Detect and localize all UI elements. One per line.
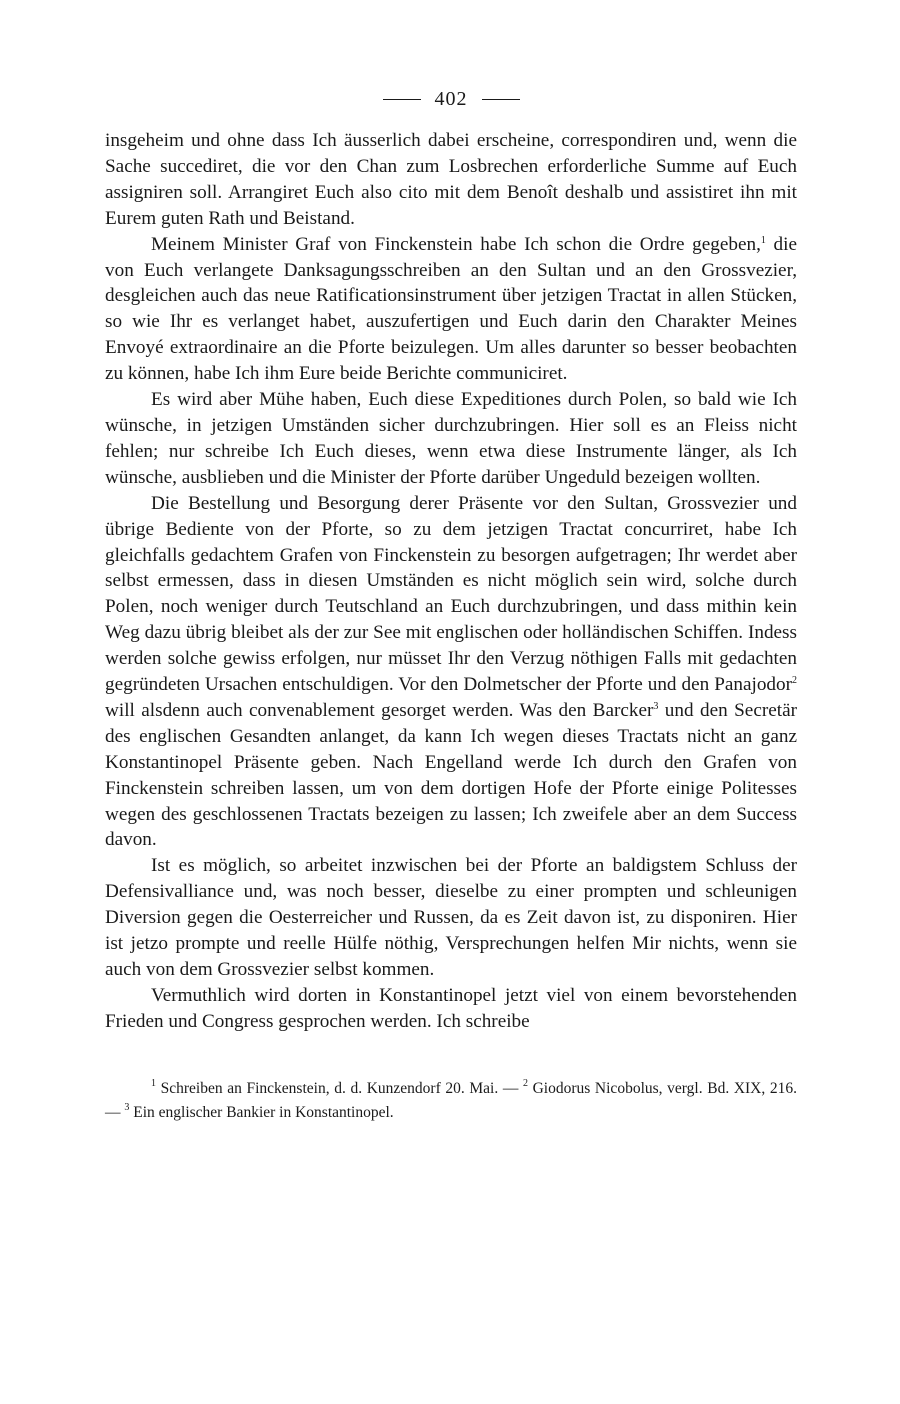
paragraph <box>105 232 797 387</box>
page-number: 402 <box>434 87 468 110</box>
footnote-marker: 1 <box>151 1077 156 1089</box>
footnote-marker: 2 <box>522 1077 528 1089</box>
paragraph <box>105 983 797 1035</box>
text-run: Meinem Minister Graf von Finckenstein habe Ich schon die Ordre gegeben, <box>151 233 761 255</box>
text-run: Ist es möglich, so arbeitet inzwischen bei der Pforte an baldigstem Schluss der Defensivalliance und, was noch besser, dieselbe zu einer prompten und schleunigen Diversion gegen die Oesterreicher und Russen, da es Zeit davon ist, zu disponiren. Hier ist jetzo prompte und reelle Hülfe nöthig, Versprechungen helfen Mir nichts, wenn sie auch von dem Grossvezier selbst kommen. <box>105 855 797 980</box>
text-run: Die Bestellung und Besorgung derer Präsente vor den Sultan, Grossvezier und übrige Bediente von der Pforte, so zu dem jetzigen Tractat concurriret, habe Ich gleichfalls gedachtem Grafen von Finckenstein zu besorgen aufgetragen; Ihr werdet aber selbst ermessen, dass in diesen Umständen es nicht möglich sein wird, solche durch Polen, noch weniger durch Teutschland an Euch durchzubringen, und dass mithin kein Weg dazu übrig bleibet als der zur See mit englischen oder holländischen Schiffen. Indess werden solche gewiss erfolgen, nur müsset Ihr den Verzug nöthigen Falls mit gedachten gegründeten Ursachen entschuldigen. Vor den Dolmetscher der Pforte und den Panajodor <box>105 492 797 696</box>
text-run: und den Secretär des englischen Gesandten anlanget, da kann Ich wegen dieses Tractats nicht an ganz Konstantinopel Präsente geben. Nach Engelland werde Ich durch den Grafen von Finckenstein schreiben lassen, um von dem dortigen Hofe der Pforte einige Politesses wegen des geschlossenen Tractats bezeigen zu lassen; Ich zweifele aber an dem Success davon. <box>105 699 797 851</box>
paragraph <box>105 387 797 491</box>
text-run: Ein englischer Bankier in Konstantinopel. <box>129 1103 394 1121</box>
text-run: Schreiben an Finckenstein, d. d. Kunzendorf 20. Mai. — <box>156 1079 523 1097</box>
paragraph <box>105 491 797 854</box>
text-run: will alsdenn auch convenablement gesorget werden. Was den Barcker <box>105 699 654 721</box>
text-run: die von Euch verlangete Danksagungsschreiben an den Sultan und an den Grossvezier, desgleichen auch das neue Ratificationsinstrument über jetzigen Tractat in allen Stücken, so wie Ihr es verlanget habet, auszufertigen und Euch darin den Charakter Meines Envoyé extraordinaire an die Pforte beizulegen. Um alles darunter so besser beobachten zu können, habe Ich ihm Eure beide Berichte communiciret. <box>105 233 798 385</box>
footnotes <box>105 1077 797 1125</box>
body-text <box>105 128 797 1035</box>
text-run: Es wird aber Mühe haben, Euch diese Expeditiones durch Polen, so bald wie Ich wünsche, in jetzigen Umständen sicher durchzubringen. Hier soll es an Fleiss nicht fehlen; nur schreibe Ich Euch dieses, wenn etwa diese Instrumente länger, als Ich wünsche, ausblieben und die Minister der Pforte darüber Ungeduld bezeigen wollten. <box>105 389 797 488</box>
page-header <box>105 84 797 114</box>
header-rule-left <box>383 99 421 100</box>
footnote-marker: 2 <box>792 675 797 687</box>
footnote-marker: 3 <box>124 1101 130 1113</box>
footnote-marker: 1 <box>760 234 766 246</box>
text-run: Giodorus Nicobolus, vergl. Bd. XIX, 216. — <box>105 1079 797 1121</box>
paragraph <box>105 128 797 232</box>
book-page <box>105 84 797 1125</box>
paragraph <box>105 853 797 983</box>
text-run: Vermuthlich wird dorten in Konstantinopel jetzt viel von einem bevorstehenden Frieden und Congress gesprochen werden. Ich schreibe <box>105 984 797 1032</box>
text-run: insgeheim und ohne dass Ich äusserlich dabei erscheine, correspondiren und, wenn die Sache succediret, die vor den Chan zum Losbrechen erforderliche Summe auf Euch assigniren soll. Arrangiret Euch also cito mit dem Benoît deshalb und assistiret ihn mit Eurem guten Rath und Beistand. <box>105 130 797 229</box>
header-rule-right <box>482 99 520 100</box>
footnote-marker: 3 <box>653 700 659 712</box>
